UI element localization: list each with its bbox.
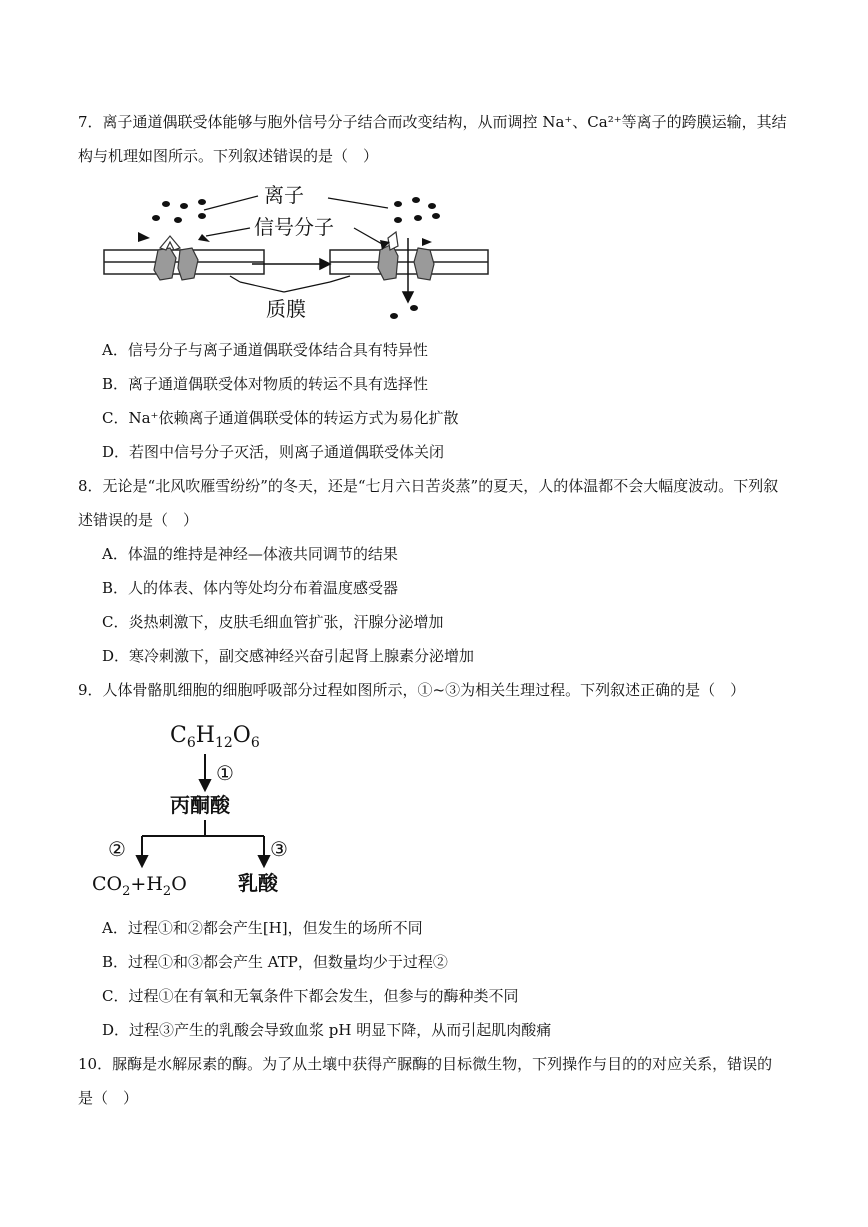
label-ion: 离子 bbox=[264, 183, 304, 207]
q9-stem-line1: 9．人体骨骼肌细胞的细胞呼吸部分过程如图所示，①~③为相关生理过程。下列叙述正确的是（ ） bbox=[78, 681, 746, 699]
step2-label: ② bbox=[108, 837, 126, 861]
lactate-label: 乳酸 bbox=[238, 871, 278, 895]
glucose-formula: $C_6H_{12}O_6$ bbox=[170, 723, 260, 751]
q10-stem-line1: 10．脲酶是水解尿素的酶。为了从土壤中获得产脲酶的目标微生物，下列操作与目的的对应关系，错误的 bbox=[78, 1055, 773, 1073]
q9-option-d: D．过程③产生的乳酸会导致血浆 pH 明显下降，从而引起肌肉酸痛 bbox=[102, 1021, 552, 1039]
q9-option-b: B．过程①和③都会产生 ATP，但数量均少于过程② bbox=[102, 953, 448, 971]
branch-lines bbox=[137, 820, 269, 866]
q9-option-a: A．过程①和②都会产生[H]，但发生的场所不同 bbox=[102, 919, 423, 937]
q8-option-b: B．人的体表、体内等处均分布着温度感受器 bbox=[102, 579, 399, 597]
q7-option-c: C．Na⁺依赖离子通道偶联受体的转运方式为易化扩散 bbox=[102, 409, 459, 427]
q8-option-d: D．寒冷刺激下，副交感神经兴奋引起肾上腺素分泌增加 bbox=[102, 647, 475, 665]
q8-option-c: C．炎热刺激下，皮肤毛细血管扩张，汗腺分泌增加 bbox=[102, 613, 444, 631]
aerobic-products: $CO_2+H_2O$ bbox=[92, 873, 187, 899]
q7-ion-channel-figure bbox=[98, 180, 498, 328]
pyruvate-label: 丙酮酸 bbox=[170, 793, 230, 817]
label-signal-molecule: 信号分子 bbox=[254, 215, 334, 239]
step1-arrow bbox=[200, 754, 210, 790]
label-pointer-lines bbox=[204, 196, 388, 292]
q9-respiration-diagram bbox=[86, 714, 326, 900]
step3-label: ③ bbox=[270, 837, 288, 861]
q8-stem-line2: 述错误的是（ ） bbox=[78, 511, 199, 529]
q8-stem-line1: 8．无论是“北风吹雁雪纷纷”的冬天，还是“七月六日苦炎蒸”的夏天，人的体温都不会大幅度波动。下列叙 bbox=[78, 477, 779, 495]
label-membrane: 质膜 bbox=[266, 297, 306, 321]
q10-stem-line2: 是（ ） bbox=[78, 1089, 139, 1107]
membrane-right bbox=[330, 250, 488, 274]
q7-option-d: D．若图中信号分子灭活，则离子通道偶联受体关闭 bbox=[102, 443, 445, 461]
q8-option-a: A．体温的维持是神经—体液共同调节的结果 bbox=[102, 545, 398, 563]
q7-option-b: B．离子通道偶联受体对物质的转运不具有选择性 bbox=[102, 375, 429, 393]
step1-label: ① bbox=[216, 761, 234, 785]
q7-stem-line2: 构与机理如图所示。下列叙述错误的是（ ） bbox=[78, 147, 379, 165]
q7-option-a: A．信号分子与离子通道偶联受体结合具有特异性 bbox=[102, 341, 428, 359]
q7-stem-line1: 7．离子通道偶联受体能够与胞外信号分子结合而改变结构，从而调控 Na⁺、Ca²⁺等离子的跨膜运输，其结 bbox=[78, 113, 787, 131]
q9-option-c: C．过程①在有氧和无氧条件下都会发生，但参与的酶种类不同 bbox=[102, 987, 519, 1005]
